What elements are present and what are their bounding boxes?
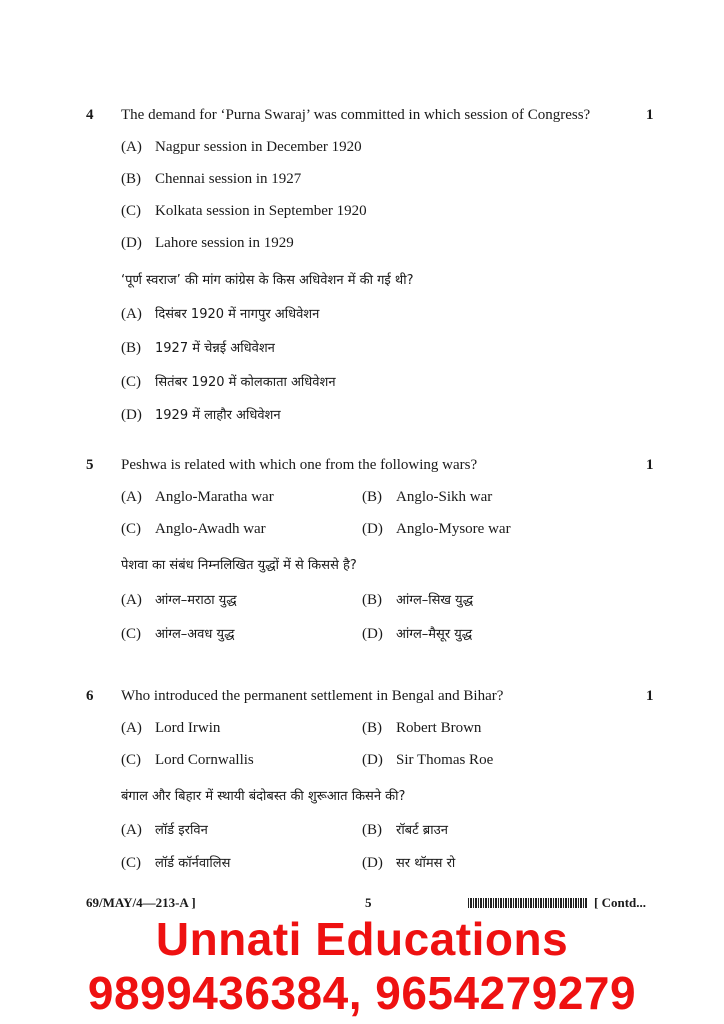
- question-text-en: Who introduced the permanent settlement in Bengal and Bihar?: [121, 688, 504, 704]
- continued-label: [ Contd...: [594, 895, 647, 910]
- option-en-d: (D) Sir Thomas Roe: [362, 752, 494, 768]
- question-number: 4: [86, 107, 94, 123]
- page-number: 5: [365, 895, 372, 910]
- brand-name: Unnati Educations: [155, 913, 569, 965]
- option-hi-c: (C) सितंबर 1920 में कोलकाता अधिवेशन: [121, 374, 336, 390]
- option-hi-a: (A) लॉर्ड इरविन: [121, 822, 208, 838]
- option-hi-b: (B) 1927 में चेन्नई अधिवेशन: [121, 340, 275, 356]
- question-text-hi: पेशवा का संबंध निम्नलिखित युद्धों में से किससे है?: [121, 558, 357, 573]
- option-en-b: (B) Chennai session in 1927: [121, 171, 302, 187]
- option-hi-b: (B) रॉबर्ट ब्राउन: [362, 822, 448, 838]
- question-text-hi: ‘पूर्ण स्वराज’ की मांग कांग्रेस के किस अधिवेशन में की गई थी?: [121, 273, 414, 288]
- barcode-icon: [468, 898, 588, 908]
- option-en-a: (A) Anglo-Maratha war: [121, 489, 274, 505]
- question-text-en: Peshwa is related with which one from the following wars?: [121, 457, 478, 473]
- option-hi-c: (C) लॉर्ड कॉर्नवालिस: [121, 855, 231, 871]
- option-en-c: (C) Anglo-Awadh war: [121, 521, 266, 537]
- question-number: 6: [86, 688, 94, 704]
- question-text-en: The demand for ‘Purna Swaraj’ was committed in which session of Congress?: [121, 107, 591, 123]
- option-en-c: (C) Lord Cornwallis: [121, 752, 254, 768]
- option-hi-d: (D) 1929 में लाहौर अधिवेशन: [121, 407, 281, 423]
- option-en-b: (B) Robert Brown: [362, 720, 482, 736]
- option-hi-d: (D) सर थॉमस रो: [362, 855, 456, 871]
- option-hi-b: (B) आंग्ल–सिख युद्ध: [362, 592, 474, 608]
- option-hi-d: (D) आंग्ल–मैसूर युद्ध: [362, 626, 473, 642]
- paper-code: 69/MAY/4—213-A ]: [86, 895, 196, 910]
- option-en-a: (A) Lord Irwin: [121, 720, 221, 736]
- option-hi-a: (A) आंग्ल–मराठा युद्ध: [121, 592, 237, 608]
- option-hi-a: (A) दिसंबर 1920 में नागपुर अधिवेशन: [121, 306, 320, 322]
- brand-phones: 9899436384, 9654279279: [87, 967, 637, 1019]
- option-en-c: (C) Kolkata session in September 1920: [121, 203, 367, 219]
- option-en-d: (D) Anglo-Mysore war: [362, 521, 511, 537]
- question-text-hi: बंगाल और बिहार में स्थायी बंदोबस्त की शुरूआत किसने की?: [121, 789, 406, 804]
- option-hi-c: (C) आंग्ल–अवध युद्ध: [121, 626, 235, 642]
- question-number: 5: [86, 457, 94, 473]
- option-en-b: (B) Anglo-Sikh war: [362, 489, 493, 505]
- question-marks: 1: [646, 457, 654, 473]
- question-marks: 1: [646, 688, 654, 704]
- option-en-a: (A) Nagpur session in December 1920: [121, 139, 362, 155]
- question-marks: 1: [646, 107, 654, 123]
- option-en-d: (D) Lahore session in 1929: [121, 235, 294, 251]
